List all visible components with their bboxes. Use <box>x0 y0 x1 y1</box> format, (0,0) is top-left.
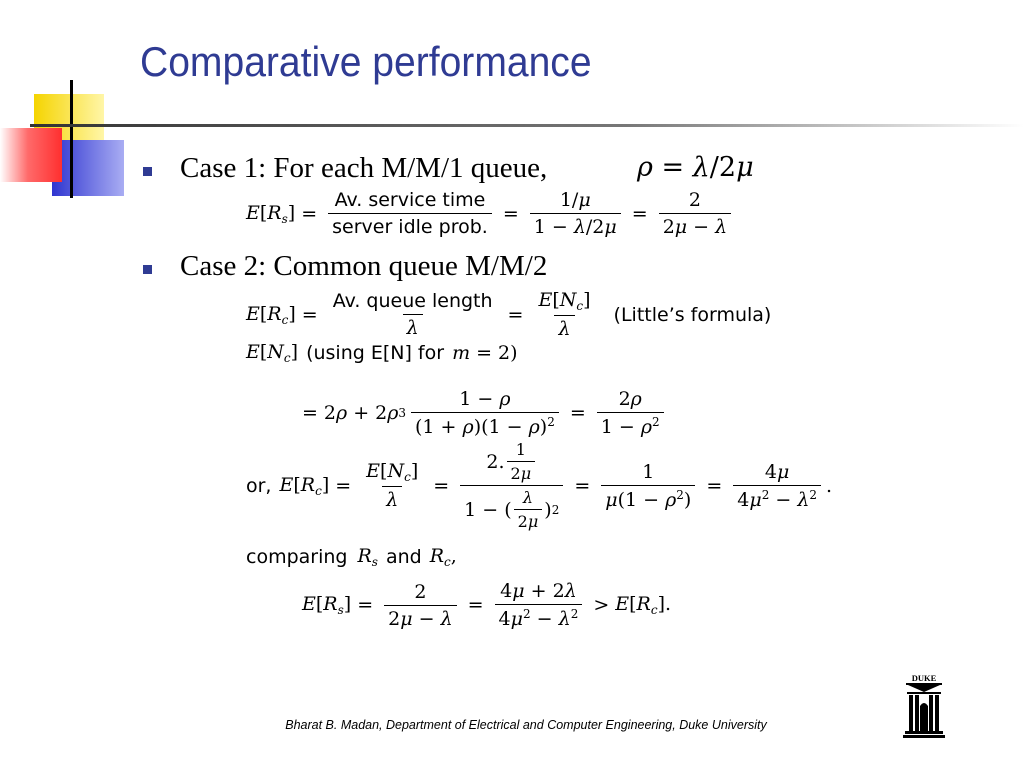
equation-case2-response-time: $E[R_c]$ = $\frac{\text{Av. queue length}}{\lambda}$ = $\frac{E[N_c]}{\lambda}$ (Little’s formula) <box>246 289 772 340</box>
label-av-service-time: Av. service time <box>334 189 486 211</box>
label-comparing: comparing <box>246 546 348 568</box>
equation-or-rc: or, $E[R_c]$ = $\frac{E[N_c]}{\lambda}$ = 2. $\frac{1}{2\mu}$ 1 − ( $\frac{\lambda}{2\mu}$ ) 2 = $\frac{1}{\mu(1 - \rho^2)}$ = $\frac{4\mu}{4\mu^2 - \lambda^2}$ . <box>246 440 833 531</box>
slide-title: Comparative performance <box>140 38 592 85</box>
equation-en-using: $E[N_c]$ (using E[N] for m = 2) <box>246 341 518 365</box>
equation-comparing-line: comparing $R_s$ and $R_c$, <box>246 545 457 569</box>
label-using-en: (using E[N] for <box>306 342 445 364</box>
duke-chapel-logo <box>900 672 948 740</box>
label-server-idle-prob: server idle prob. <box>328 213 492 238</box>
label-and: and <box>385 546 422 568</box>
bullet-case-2: Case 2: Common queue M/M/2 <box>180 250 548 282</box>
footer-credit: Bharat B. Madan, Department of Electrical and Computer Engineering, Duke University <box>285 718 767 732</box>
bullet-marker <box>143 265 152 274</box>
label-littles-formula: (Little’s formula) <box>613 303 772 326</box>
logo-text: DUKE <box>911 673 937 683</box>
equation-en-value: = 2 ρ + 2 ρ 3 $\frac{1 - \rho}{(1 + \rho)(1 - \rho)^2}$ = $\frac{2\rho}{1 - \rho^2}$ <box>302 388 669 438</box>
equation-case1-response-time: $E[R_s]$ = $\frac{\text{Av. service time}}{\text{server idle prob.}}$ = $\frac{1/\mu}{1 - \lambda/2\mu}$ = $\frac{2}{2\mu - \lambda}$ <box>246 189 736 238</box>
bullet-case-1: Case 1: For each M/M/1 queue, <box>180 152 548 184</box>
equation-comparison-result: $E[R_s]$ = $\frac{2}{2\mu - \lambda}$ = $\frac{4\mu + 2\lambda}{4\mu^2 - \lambda^2}$ > $E[R_c]$. <box>302 580 672 630</box>
label-or: or, <box>246 474 272 497</box>
bullet-marker <box>143 167 152 176</box>
rho-definition: ρ = λ/2μ <box>637 152 754 183</box>
label-av-queue-length: Av. queue length <box>332 290 493 312</box>
